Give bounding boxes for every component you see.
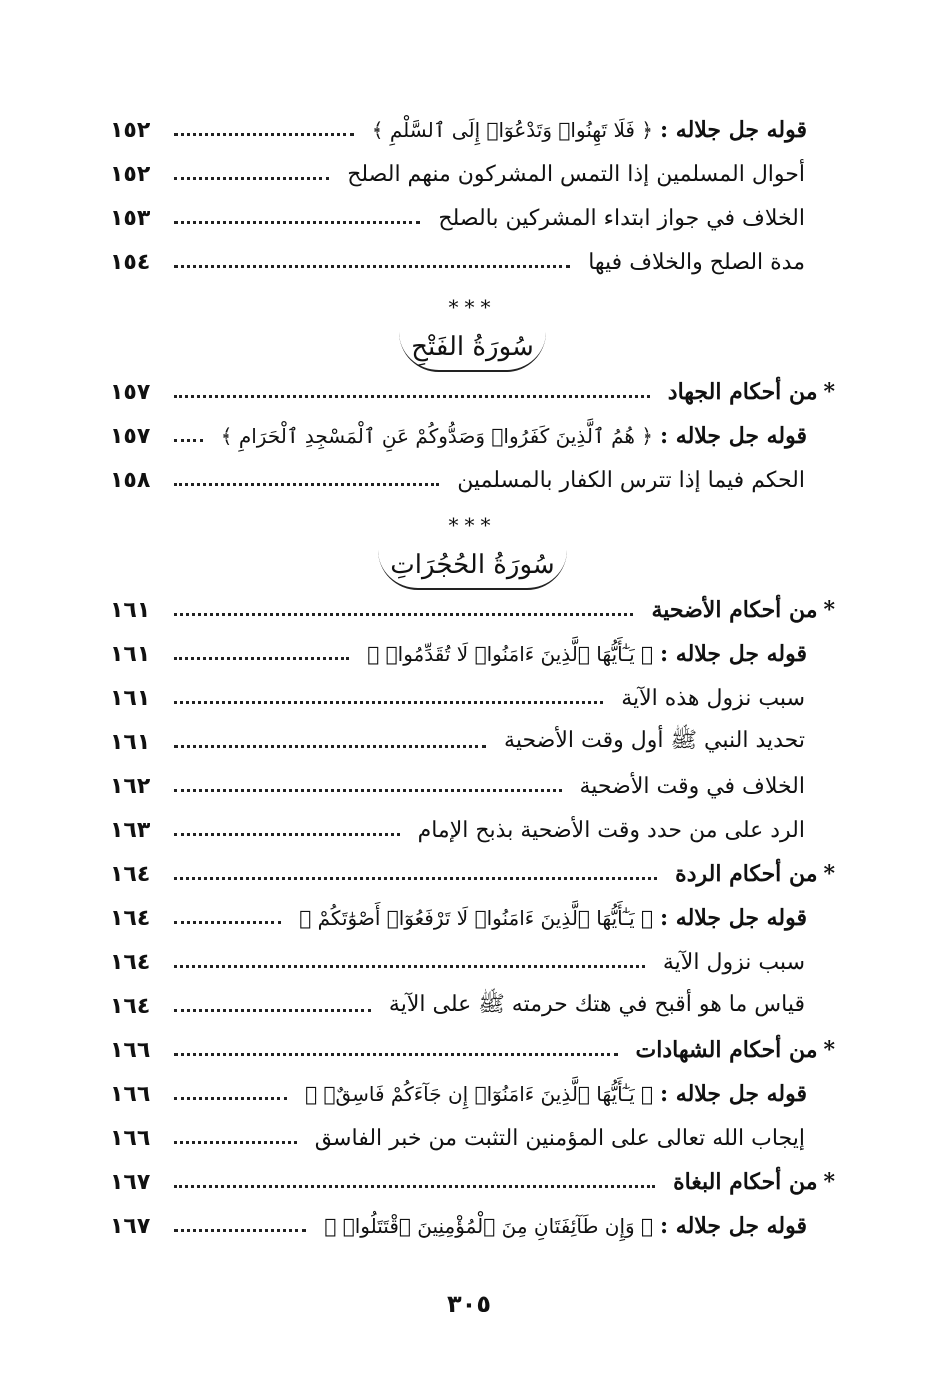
leader-dots (174, 482, 439, 486)
leader-dots (174, 176, 329, 180)
leader-dots (174, 132, 354, 136)
verse-label: قوله جل جلاله : (660, 1213, 807, 1239)
item-text: إيجاب الله تعالى على المؤمنين التثبت من خبر الفاسق (314, 1125, 805, 1151)
toc-entry (110, 808, 835, 852)
heading-text: من أحكام البغاة (673, 1169, 818, 1195)
toc-page-number: ١٦١ (110, 597, 151, 623)
toc-entry (110, 1028, 835, 1072)
toc-entry (110, 676, 835, 720)
leader-dots (174, 832, 400, 836)
toc-entry (110, 370, 835, 414)
toc-entry-title (305, 1126, 835, 1151)
heading-text: من أحكام الشهادات (635, 1037, 818, 1063)
section-separator: *** (448, 295, 497, 319)
toc-entry-title (578, 250, 835, 275)
verse-text: ﴿ هُمُ ٱلَّذِينَ كَفَرُوا۟ وَصَدُّوكُمْ عَنِ ٱلْمَسْجِدِ ٱلْحَرَامِ ﴾ (220, 424, 654, 448)
leader-dots (174, 1008, 371, 1012)
verse-text: ﴿ يَـٰٓأَيُّهَا ٱلَّذِينَ ءَامَنُوا۟ لَا تُقَدِّمُوا۟ ﴾ (367, 642, 654, 666)
surah-title (110, 542, 835, 588)
heading-text: من أحكام الردة (675, 861, 818, 887)
toc-entry-title (641, 597, 835, 623)
item-text: قياس ما هو أقبح في هتك حرمته ﷺ على الآية (388, 992, 805, 1017)
toc-page-number: ١٥٢ (110, 161, 151, 187)
surah-title-text: سُورَةُ الحُجُرَاتِ (378, 542, 566, 590)
toc-entry-title (663, 1169, 835, 1195)
toc-entry-title (289, 905, 835, 931)
leader-dots (174, 700, 603, 704)
toc-entry (110, 940, 835, 984)
item-text: سبب نزول الآية (662, 949, 805, 975)
leader-dots (174, 264, 570, 268)
leader-dots (174, 788, 562, 792)
verse-text: ﴿ يَـٰٓأَيُّهَا ٱلَّذِينَ ءَامَنُوٓا۟ إِن جَآءَكُمْ فَاسِقٌۢ ﴾ (305, 1082, 654, 1106)
toc-page-number: ١٥٢ (110, 117, 151, 143)
toc-entry-title (653, 950, 835, 975)
toc-entry (110, 414, 835, 458)
toc-page-number: ١٦٦ (110, 1125, 151, 1151)
toc-entry-title (408, 818, 835, 843)
toc-entry (110, 196, 835, 240)
heading-text: من أحكام الجهاد (667, 379, 818, 405)
toc-entry (110, 764, 835, 808)
bullet-star: * (823, 597, 835, 623)
toc-entry-title (570, 774, 836, 799)
bullet-star: * (823, 861, 835, 887)
toc-page-number: ١٦٦ (110, 1081, 151, 1107)
verse-label: قوله جل جلاله : (660, 641, 807, 667)
toc-entry-title (379, 990, 835, 1022)
toc-entry-title (447, 468, 835, 493)
toc-entry (110, 984, 835, 1028)
leader-dots (174, 612, 633, 616)
leader-dots (174, 1228, 306, 1232)
toc-entry-title (337, 162, 835, 187)
toc-entry-title (665, 861, 835, 887)
toc-page-number: ١٦٦ (110, 1037, 151, 1063)
toc-entry (110, 852, 835, 896)
verse-text: ﴿ فَلَا تَهِنُوا۟ وَتَدْعُوٓا۟ إِلَى ٱلسَّلْمِ ﴾ (371, 118, 654, 142)
toc-entry (110, 458, 835, 502)
leader-dots (174, 1096, 287, 1100)
leader-dots (174, 1140, 297, 1144)
toc-entry-title (362, 117, 835, 143)
item-text: تحديد النبي ﷺ أول وقت الأضحية (504, 728, 805, 753)
leader-dots (174, 920, 281, 924)
toc-page-number: ١٥٧ (110, 379, 151, 405)
verse-label: قوله جل جلاله : (660, 1081, 807, 1107)
toc-page-number: ١٦٤ (110, 861, 151, 887)
item-text: الخلاف في جواز ابتداء المشركين بالصلح (438, 205, 805, 231)
bullet-star: * (823, 379, 835, 405)
toc-entry (110, 896, 835, 940)
verse-text: ﴿ يَـٰٓأَيُّهَا ٱلَّذِينَ ءَامَنُوا۟ لَا تَرْفَعُوٓا۟ أَصْوَٰتَكُمْ ﴾ (299, 906, 654, 930)
toc-page-number: ١٥٣ (110, 205, 151, 231)
item-text: أحوال المسلمين إذا التمس المشركون منهم الصلح (347, 161, 805, 187)
toc-page-number: ١٦٤ (110, 993, 151, 1019)
item-text: الرد على من حدد وقت الأضحية بذبح الإمام (417, 817, 805, 843)
leader-dots (174, 964, 645, 968)
toc-entry-title (626, 1037, 835, 1063)
verse-label: قوله جل جلاله : (660, 117, 807, 143)
leader-dots (174, 394, 650, 398)
toc-entry (110, 1116, 835, 1160)
toc-entry-title (211, 423, 835, 449)
leader-dots (174, 656, 349, 660)
section-separator: *** (448, 513, 497, 537)
leader-dots (174, 876, 657, 880)
toc-entry (110, 108, 835, 152)
toc-entry-title (314, 1213, 835, 1239)
verse-text: ﴿ وَإِن طَآئِفَتَانِ مِنَ ٱلْمُؤْمِنِينَ ٱقْتَتَلُوا۟ ﴾ (324, 1214, 654, 1238)
toc-page-number: ١٦٢ (110, 773, 151, 799)
verse-label: قوله جل جلاله : (660, 423, 807, 449)
toc-page-number: ١٦١ (110, 641, 151, 667)
toc-entry (110, 588, 835, 632)
leader-dots (174, 744, 486, 748)
toc-page-number: ١٥٤ (110, 249, 151, 275)
toc-entry-title (428, 206, 835, 231)
toc-page-number: ١٦٧ (110, 1213, 151, 1239)
item-text: سبب نزول هذه الآية (621, 685, 805, 711)
toc-entry (110, 1204, 835, 1248)
toc-entry (110, 1072, 835, 1116)
verse-label: قوله جل جلاله : (660, 905, 807, 931)
toc-page-number: ١٦٤ (110, 905, 151, 931)
toc-page-number: ١٦٧ (110, 1169, 151, 1195)
toc-page-number: ١٦٣ (110, 817, 151, 843)
leader-dots (174, 1052, 618, 1056)
leader-dots (174, 220, 420, 224)
heading-text: من أحكام الأضحية (651, 597, 818, 623)
toc-entry-title (494, 726, 835, 758)
toc-entry (110, 632, 835, 676)
toc-page-number: ١٦١ (110, 729, 151, 755)
toc-page-number: ١٥٧ (110, 423, 151, 449)
toc-entry-title (611, 686, 835, 711)
toc-entry-title (658, 379, 835, 405)
toc-entry (110, 240, 835, 284)
leader-dots (174, 1184, 655, 1188)
item-text: الحكم فيما إذا تترس الكفار بالمسلمين (457, 467, 805, 493)
page-number: ٣٠٥ (447, 1290, 491, 1318)
toc-entry (110, 152, 835, 196)
toc-page-number: ١٥٨ (110, 467, 151, 493)
toc-entry (110, 1160, 835, 1204)
surah-title (110, 324, 835, 370)
leader-dots (174, 438, 203, 442)
toc-entry-title (357, 641, 835, 667)
item-text: مدة الصلح والخلاف فيها (588, 249, 805, 275)
toc-entry (110, 720, 835, 764)
toc-page (110, 108, 835, 1248)
toc-entry-title (295, 1081, 835, 1107)
surah-title-text: سُورَةُ الفَتْحِ (399, 324, 546, 372)
item-text: الخلاف في وقت الأضحية (579, 773, 805, 799)
toc-page-number: ١٦١ (110, 685, 151, 711)
toc-page-number: ١٦٤ (110, 949, 151, 975)
bullet-star: * (823, 1037, 835, 1063)
bullet-star: * (823, 1169, 835, 1195)
